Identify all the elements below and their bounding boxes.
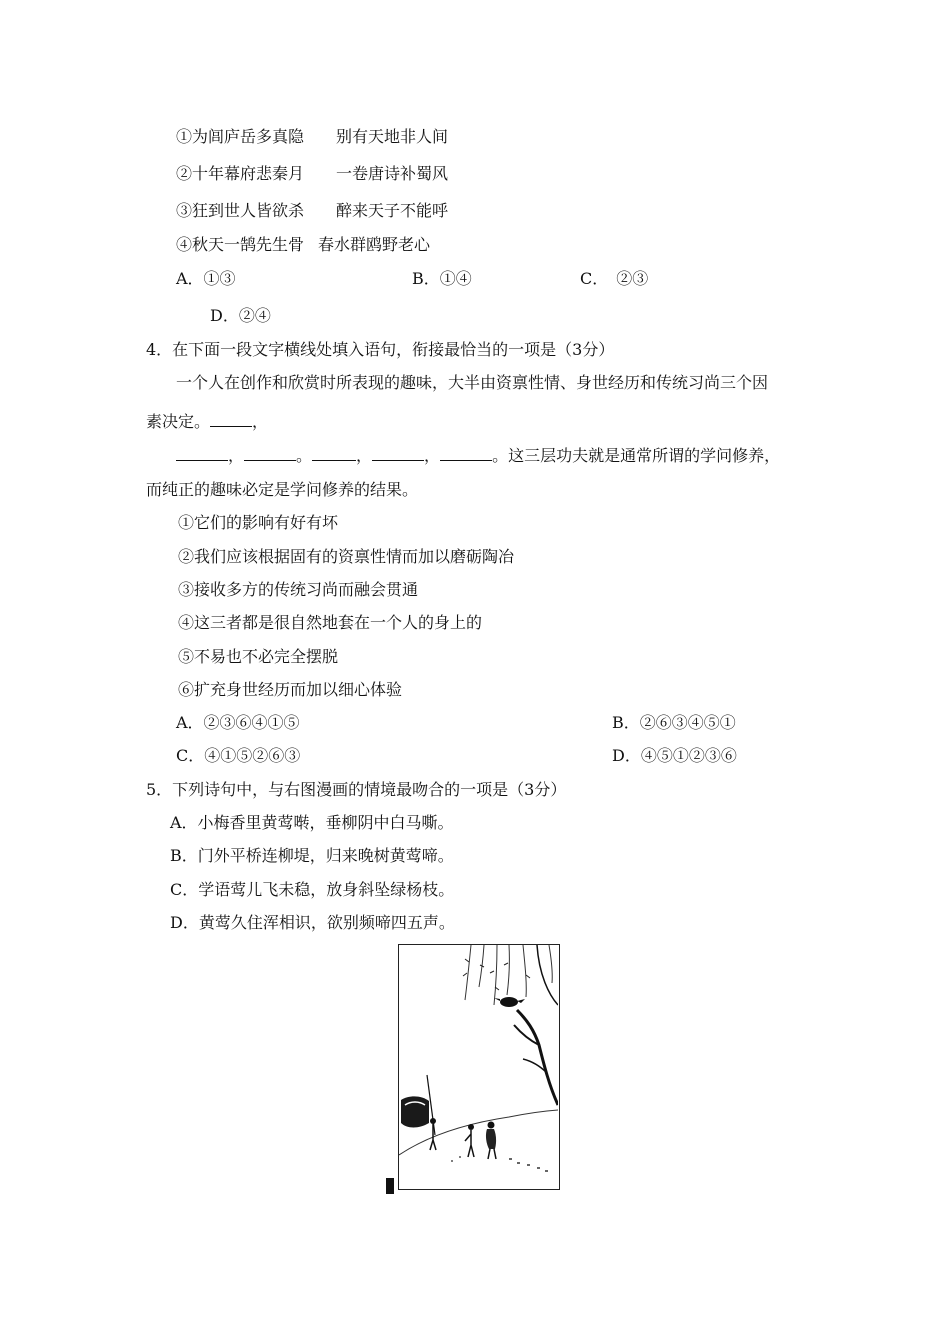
q4-item-2: ②我们应该根据固有的资禀性情而加以磨砺陶冶 (178, 547, 515, 566)
page-marker (386, 1178, 394, 1194)
q5-option-a[interactable]: A．小梅香里黄莺啭，垂柳阴中白马嘶。 (170, 813, 454, 832)
q3-item-3-num: ③ (176, 201, 193, 220)
q5-option-b[interactable]: B．门外平桥连柳堤，归来晚树黄莺啼。 (170, 846, 454, 865)
q4-stem: 4．在下面一段文字横线处填入语句，衔接最恰当的一项是（3分） (146, 340, 615, 359)
q4-para-line-4: 而纯正的趣味必定是学问修养的结果。 (146, 480, 419, 499)
q4-period-1: 。 (296, 446, 313, 465)
q4-blank-4[interactable] (312, 444, 356, 461)
q4-para-line-2-text: 素决定。 (146, 412, 211, 431)
q4-option-b[interactable]: B．②⑥③④⑤① (612, 713, 736, 732)
q4-comma-1: ， (252, 412, 269, 431)
q4-blank-5[interactable] (372, 444, 424, 461)
q3-item-4-second: 春水群鸥野老心 (318, 235, 431, 254)
q4-blank-6[interactable] (440, 444, 492, 461)
q4-para-line-3-tail: 。这三层功夫就是通常所谓的学问修养， (492, 446, 781, 465)
q4-item-5: ⑤不易也不必完全摆脱 (178, 647, 339, 666)
q4-option-c[interactable]: C．④①⑤②⑥③ (176, 746, 301, 765)
q3-item-4-first: 秋天一鹄先生骨 (192, 235, 305, 254)
q3-item-3-second: 醉来天子不能呼 (336, 201, 449, 220)
q3-option-c[interactable]: C． ②③ (580, 269, 649, 288)
q3-item-2-second: 一卷唐诗补蜀风 (336, 164, 449, 183)
q3-item-1-first: 为闾庐岳多真隐 (192, 127, 305, 146)
q5-option-d[interactable]: D．黄莺久住浑相识，欲别频啼四五声。 (170, 913, 455, 932)
q3-item-2-first: 十年幕府悲秦月 (192, 164, 305, 183)
q3-item-4 (176, 235, 430, 255)
q3-item-1-second: 别有天地非人间 (336, 127, 449, 146)
q3-item-2 (176, 164, 448, 184)
q3-item-3-first: 狂到世人皆欲杀 (192, 201, 305, 220)
q4-comma-3: ， (356, 446, 373, 465)
q3-item-1-num: ① (176, 127, 193, 146)
q4-option-d[interactable]: D．④⑤①②③⑥ (612, 746, 737, 765)
q3-option-a[interactable]: A．①③ (176, 269, 236, 288)
q4-comma-4: ， (424, 446, 441, 465)
q4-option-a[interactable]: A．②③⑥④①⑤ (176, 713, 300, 732)
q3-item-3 (176, 201, 448, 221)
q4-item-4: ④这三者都是很自然地套在一个人的身上的 (178, 613, 483, 632)
q3-option-b[interactable]: B．①④ (412, 269, 472, 288)
q5-option-c[interactable]: C．学语莺儿飞未稳，放身斜坠绿杨枝。 (170, 880, 455, 899)
cartoon-illustration (398, 944, 560, 1190)
q4-para-line-1: 一个人在创作和欣赏时所表现的趣味，大半由资禀性情、身世经历和传统习尚三个因 (176, 373, 769, 392)
q3-item-4-num: ④ (176, 235, 193, 254)
q4-para-line-2 (146, 410, 268, 432)
q4-item-3: ③接收多方的传统习尚而融会贯通 (178, 580, 419, 599)
q4-blank-3[interactable] (244, 444, 296, 461)
q3-item-1 (176, 127, 448, 147)
q4-item-6: ⑥扩充身世经历而加以细心体验 (178, 680, 403, 699)
q4-para-line-3 (176, 444, 780, 466)
q4-comma-2: ， (228, 446, 245, 465)
q3-item-2-num: ② (176, 164, 193, 183)
cartoon-drawing (399, 945, 558, 1188)
q3-option-d[interactable]: D．②④ (210, 306, 271, 325)
q5-stem: 5．下列诗句中，与右图漫画的情境最吻合的一项是（3分） (146, 780, 567, 799)
q4-item-1: ①它们的影响有好有坏 (178, 513, 339, 532)
q4-blank-1[interactable] (210, 410, 252, 427)
q4-blank-2[interactable] (176, 444, 228, 461)
